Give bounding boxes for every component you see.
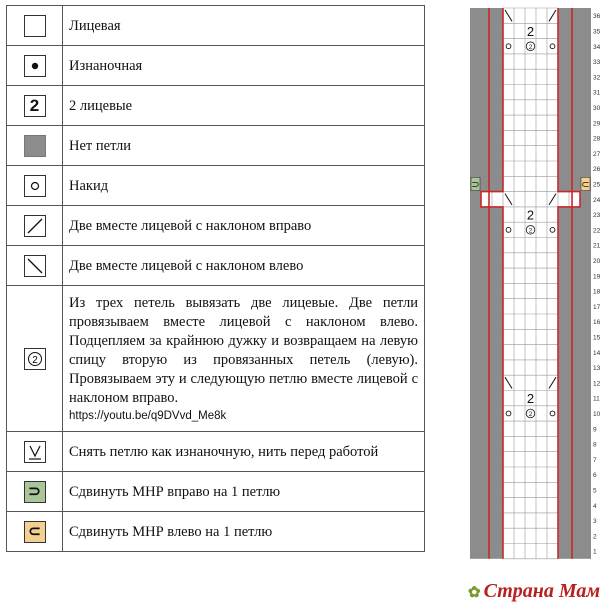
legend-label-cell <box>63 6 425 46</box>
legend-label-cell <box>63 286 425 432</box>
row-number: 1 <box>593 548 597 556</box>
legend-label: Нет петли <box>69 137 132 154</box>
row-number: 35 <box>593 28 601 36</box>
row-number: 33 <box>593 59 601 67</box>
legend-symbol-cell <box>7 46 63 86</box>
row-number: 26 <box>593 166 601 174</box>
row-number: 36 <box>593 13 601 21</box>
row-number: 23 <box>593 212 601 220</box>
stitch-row-30 <box>503 100 558 115</box>
legend-symbol-cell <box>7 246 63 286</box>
stitch-row-28 <box>503 130 558 145</box>
stitch-row-15 <box>503 329 558 344</box>
row-number: 5 <box>593 487 597 495</box>
row-number: 21 <box>593 242 601 250</box>
row-number: 6 <box>593 472 597 480</box>
row-number: 12 <box>593 380 601 388</box>
legend-label: Две вместе лицевой с наклоном вправо <box>69 217 312 234</box>
legend-label: Две вместе лицевой с наклоном влево <box>69 257 304 274</box>
row-number: 17 <box>593 303 601 311</box>
stitch-row-29 <box>503 115 558 130</box>
two-knit-mark: 2 <box>526 391 535 407</box>
legend-label: Лицевая <box>69 17 121 34</box>
stitch-row-9 <box>503 421 558 436</box>
row-number: 11 <box>593 395 600 403</box>
legend-row-k2tog-left <box>7 246 425 286</box>
three-into-two-digit: 2 <box>528 227 533 235</box>
shift-left-icon: ⊂ <box>24 521 46 543</box>
legend-symbol-cell <box>7 432 63 472</box>
marker-shift-left-text: ⊂ <box>581 179 590 191</box>
row-number: 29 <box>593 120 601 128</box>
three-into-two-digit: 2 <box>528 410 533 418</box>
row-number: 20 <box>593 257 601 265</box>
row-number: 22 <box>593 227 601 235</box>
legend-label: 2 лицевые <box>69 97 133 114</box>
row-number: 9 <box>593 426 597 434</box>
legend-symbol-cell <box>7 6 63 46</box>
legend-label-cell <box>63 512 425 552</box>
row-number: 28 <box>593 135 601 143</box>
legend-label-cell <box>63 46 425 86</box>
row-number: 14 <box>593 349 601 357</box>
row-number: 3 <box>593 518 597 526</box>
legend-label: Накид <box>69 177 109 194</box>
legend-symbol-cell <box>7 206 63 246</box>
legend-row-no-stitch <box>7 126 425 166</box>
legend-row-two-knit <box>7 86 425 126</box>
stitch-row-33 <box>503 54 558 69</box>
row-number: 18 <box>593 288 601 296</box>
row-number: 4 <box>593 502 597 510</box>
purl-icon <box>24 55 46 77</box>
stitch-row-19 <box>503 268 558 283</box>
legend-label-cell <box>63 206 425 246</box>
stitch-row-4 <box>503 498 558 513</box>
stitch-row-31 <box>503 85 558 100</box>
stitch-row-21 <box>503 238 558 253</box>
stitch-row-3 <box>503 513 558 528</box>
legend-symbol-cell <box>7 286 63 432</box>
legend-symbol-cell <box>7 166 63 206</box>
legend-row-three-into-two <box>7 286 425 432</box>
legend-symbol-cell <box>7 472 63 512</box>
watermark-leaf-icon: ✿ <box>468 585 481 601</box>
two-knit-mark: 2 <box>526 23 535 39</box>
legend-symbol-cell <box>7 126 63 166</box>
stitch-row-13 <box>503 360 558 375</box>
stitch-row-26 <box>503 161 558 176</box>
k2tog-right-icon <box>24 215 46 237</box>
stitch-row-32 <box>503 69 558 84</box>
no-stitch-icon <box>24 135 46 157</box>
stitch-row-17 <box>503 299 558 314</box>
row-number: 13 <box>593 365 601 373</box>
row-number: 25 <box>593 181 601 189</box>
stitch-row-20 <box>503 253 558 268</box>
stitch-row-5 <box>503 482 558 497</box>
legend-row-purl <box>7 46 425 86</box>
legend-row-shift-left <box>7 512 425 552</box>
stitch-row-2 <box>503 528 558 543</box>
row-number: 8 <box>593 441 597 449</box>
knitting-chart <box>470 4 601 560</box>
watermark-text: Страна Мам <box>483 580 601 602</box>
legend-row-slip-purlwise <box>7 432 425 472</box>
legend-row-k2tog-right <box>7 206 425 246</box>
svg-text:2: 2 <box>31 354 38 366</box>
legend-symbol-cell <box>7 86 63 126</box>
legend-symbol-cell <box>7 512 63 552</box>
row-number: 15 <box>593 334 601 342</box>
yarn-over-icon <box>24 175 46 197</box>
row-number: 10 <box>593 410 601 418</box>
watermark-logo <box>468 580 600 603</box>
stitch-row-25 <box>503 176 558 191</box>
legend-label-cell <box>63 472 425 512</box>
legend-table <box>6 5 425 552</box>
k2tog-left-icon <box>24 255 46 277</box>
legend-label-cell <box>63 246 425 286</box>
knit-icon <box>24 15 46 37</box>
legend-row-knit <box>7 6 425 46</box>
legend-label-cell <box>63 126 425 166</box>
marker-shift-right-text: ⊃ <box>471 179 480 191</box>
stitch-row-8 <box>503 436 558 451</box>
legend-label-cell <box>63 166 425 206</box>
legend-label: Снять петлю как изнаночную, нить перед работой <box>69 443 379 460</box>
stitch-row-27 <box>503 146 558 161</box>
two-knit-icon: 2 <box>24 95 46 117</box>
row-number: 27 <box>593 150 601 158</box>
stitch-row-24 <box>481 192 580 207</box>
row-number: 19 <box>593 273 601 281</box>
stitch-row-18 <box>503 283 558 298</box>
stitch-row-16 <box>503 314 558 329</box>
shift-right-icon: ⊃ <box>24 481 46 503</box>
stitch-row-7 <box>503 452 558 467</box>
legend-row-shift-right <box>7 472 425 512</box>
tutorial-link[interactable]: https://youtu.be/q9DVvd_Me8k <box>69 409 227 422</box>
row-number: 7 <box>593 456 597 464</box>
legend-label-cell <box>63 432 425 472</box>
row-number: 34 <box>593 43 601 51</box>
legend-label: Сдвинуть МНР вправо на 1 петлю <box>69 483 281 500</box>
row-number: 30 <box>593 104 601 112</box>
stitch-row-6 <box>503 467 558 482</box>
three-into-two-icon <box>24 348 46 370</box>
legend-row-yarn-over <box>7 166 425 206</box>
legend-label: Сдвинуть МНР влево на 1 петлю <box>69 523 273 540</box>
row-number: 2 <box>593 533 597 541</box>
row-number: 24 <box>593 196 601 204</box>
stitch-row-14 <box>503 345 558 360</box>
three-into-two-digit: 2 <box>528 43 533 51</box>
slip-purlwise-icon <box>24 441 46 463</box>
row-number: 16 <box>593 319 601 327</box>
legend-label: Из трех петель вывязать две лицевые. Две петли провязываем вместе лицевой с наклоном влево. Подцепляем за крайнюю дужку и возвращаем на левую спицу вторую из провязанных петель (левую). Провязываем эту и следующую петлю вместе лицевой с наклоном вправо. <box>69 294 418 406</box>
row-number: 31 <box>593 89 601 97</box>
stitch-row-1 <box>503 544 558 559</box>
legend-label-cell <box>63 86 425 126</box>
row-number: 32 <box>593 74 601 82</box>
legend-label: Изнаночная <box>69 57 143 74</box>
two-knit-mark: 2 <box>526 207 535 223</box>
